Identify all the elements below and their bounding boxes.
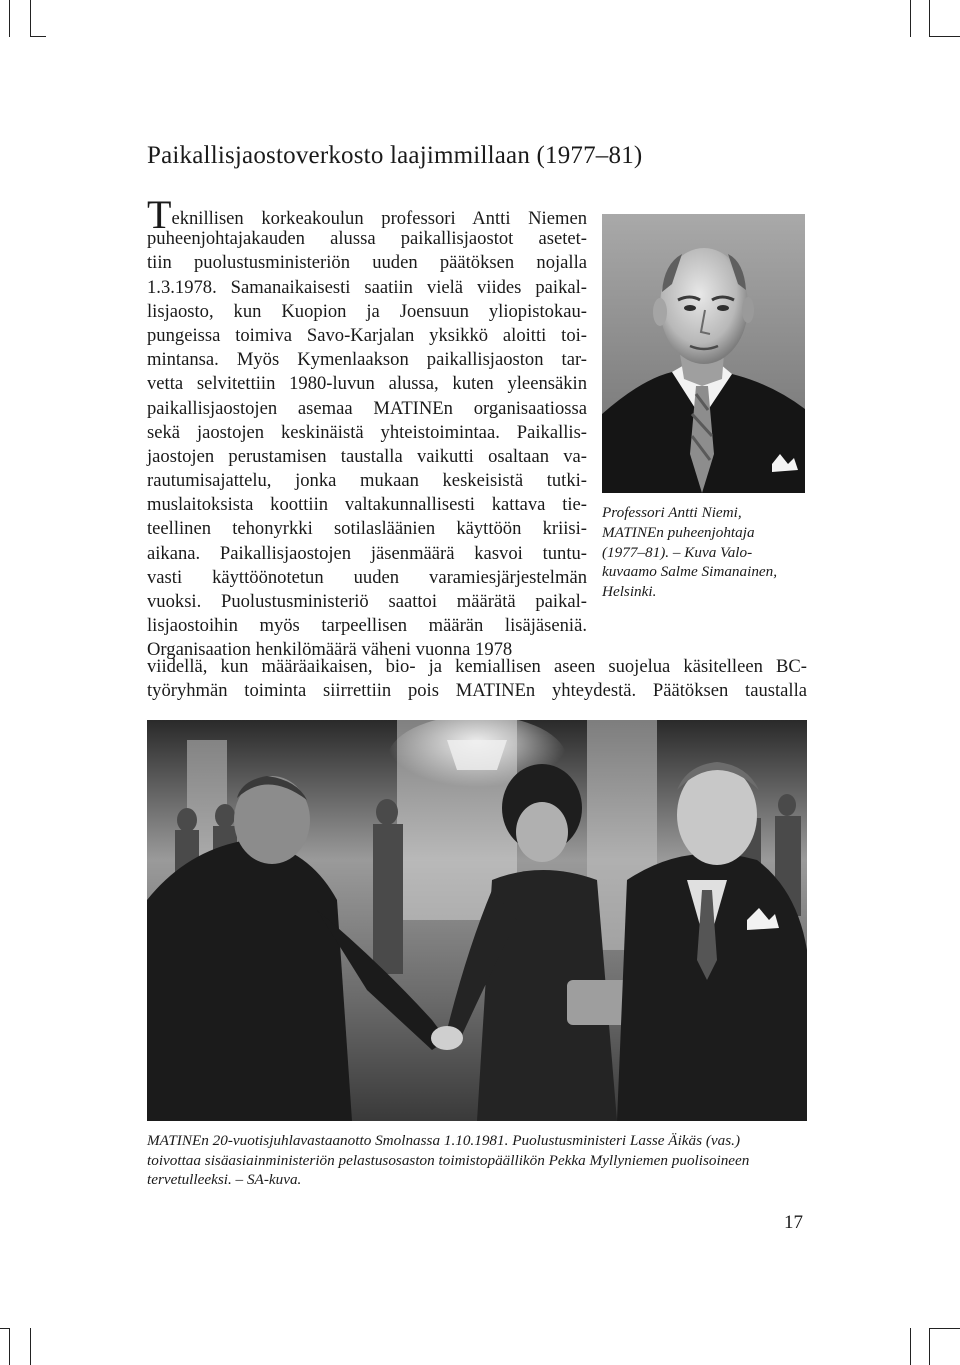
crop-mark: [929, 0, 930, 37]
body-line-text: eknillisen korkeakoulun professori Antti Niemen: [171, 208, 587, 229]
caption-line: MATINEn 20-vuotisjuhlavastaanotto Smolnassa 1.10.1981. Puolustusministeri Lasse Äikäs (vas.): [147, 1132, 741, 1149]
caption-line: toivottaa sisäasiainministeriön pelastusosaston toimistopäällikön Pekka Myllyniemen puolisoineen: [147, 1151, 750, 1169]
caption-line: Helsinki.: [602, 583, 657, 601]
crop-mark: [0, 1328, 9, 1329]
crop-mark: [910, 0, 911, 37]
body-line: Organisaation henkilömäärä väheni vuonna 1978: [147, 639, 513, 661]
crop-mark: [9, 0, 10, 37]
body-line: muslaitoksista koottiin valtakunnallisesti kattava tie-: [147, 494, 587, 516]
event-illustration: [147, 720, 807, 1121]
crop-mark: [929, 1328, 960, 1329]
body-line: viidellä, kun määräaikaisen, bio- ja kemiallisen aseen suojelua käsitelleen BC-: [147, 656, 807, 677]
body-line: 1.3.1978. Samanaikaisesti saatiin vielä viides paikal-: [147, 276, 587, 298]
caption-line: MATINEn puheenjohtaja: [602, 523, 755, 541]
body-line: vasti käyttöönotetun uuden varamiesjärjestelmän: [147, 566, 587, 588]
crop-mark: [910, 1328, 911, 1365]
body-line: lisjaosto, kun Kuopion ja Joensuun yliopistokau-: [147, 300, 587, 322]
portrait-caption: [602, 503, 807, 602]
drop-cap: T: [147, 192, 172, 237]
portrait-illustration: [602, 214, 805, 493]
body-line: [147, 192, 587, 237]
caption-line: tervetulleeksi. – SA-kuva.: [147, 1171, 302, 1189]
caption-line: (1977–81). – Kuva Valo-: [602, 543, 753, 561]
body-line: työryhmän toiminta siirrettiin pois MATINEn yhteydestä. Päätöksen taustalla: [147, 680, 807, 702]
body-text-wide: [147, 655, 807, 703]
body-line: vetta selvitettiin 1980-luvun alussa, kuten yleensäkin: [147, 373, 587, 395]
body-line: teellinen tehonyrkki sotilasläänien käyttöön kriisi-: [147, 518, 587, 540]
section-heading: Paikallisjaostoverkosto laajimmillaan (1977–81): [147, 142, 643, 169]
crop-mark: [30, 1328, 31, 1365]
body-line: puheenjohtajakauden alussa paikallisjaostot asetet-: [147, 228, 587, 250]
event-photo: [147, 720, 807, 1121]
crop-mark: [30, 36, 46, 37]
crop-mark: [9, 1328, 10, 1365]
body-line: vuoksi. Puolustusministeriö saattoi määrätä paikal-: [147, 591, 587, 612]
body-line: jaostojen perustamisen taustalla vaikutti osaltaan va-: [147, 445, 587, 467]
body-line: pungeissa toimiva Savo-Karjalan yksikkö aloitti toi-: [147, 324, 587, 346]
crop-mark: [30, 0, 31, 37]
caption-line: kuvaamo Salme Simanainen,: [602, 563, 778, 581]
body-line: sekä jaostojen keskinäistä yhteistoimintaa. Paikallis-: [147, 421, 587, 443]
crop-mark: [929, 36, 960, 37]
body-text: [147, 192, 587, 663]
event-caption: [147, 1131, 812, 1190]
page-number: 17: [784, 1212, 803, 1233]
body-line: aikana. Paikallisjaostojen jäsenmäärä kasvoi tuntu-: [147, 542, 587, 564]
body-line: paikallisjaostojen asemaa MATINEn organisaatiossa: [147, 397, 587, 419]
body-line: lisjaostoihin myös tarpeellisen määrän lisäjäseniä.: [147, 615, 587, 637]
body-line: tiin puolustusministeriön uuden päätöksen nojalla: [147, 252, 587, 274]
body-line: rautumisajattelu, jonka mukaan keskeisistä tutki-: [147, 470, 587, 492]
caption-line: Professori Antti Niemi,: [602, 504, 742, 521]
body-line: mintansa. Myös Kymenlaakson paikallisjaoston tar-: [147, 349, 587, 371]
portrait-photo: [602, 214, 805, 493]
crop-mark: [929, 1328, 930, 1365]
